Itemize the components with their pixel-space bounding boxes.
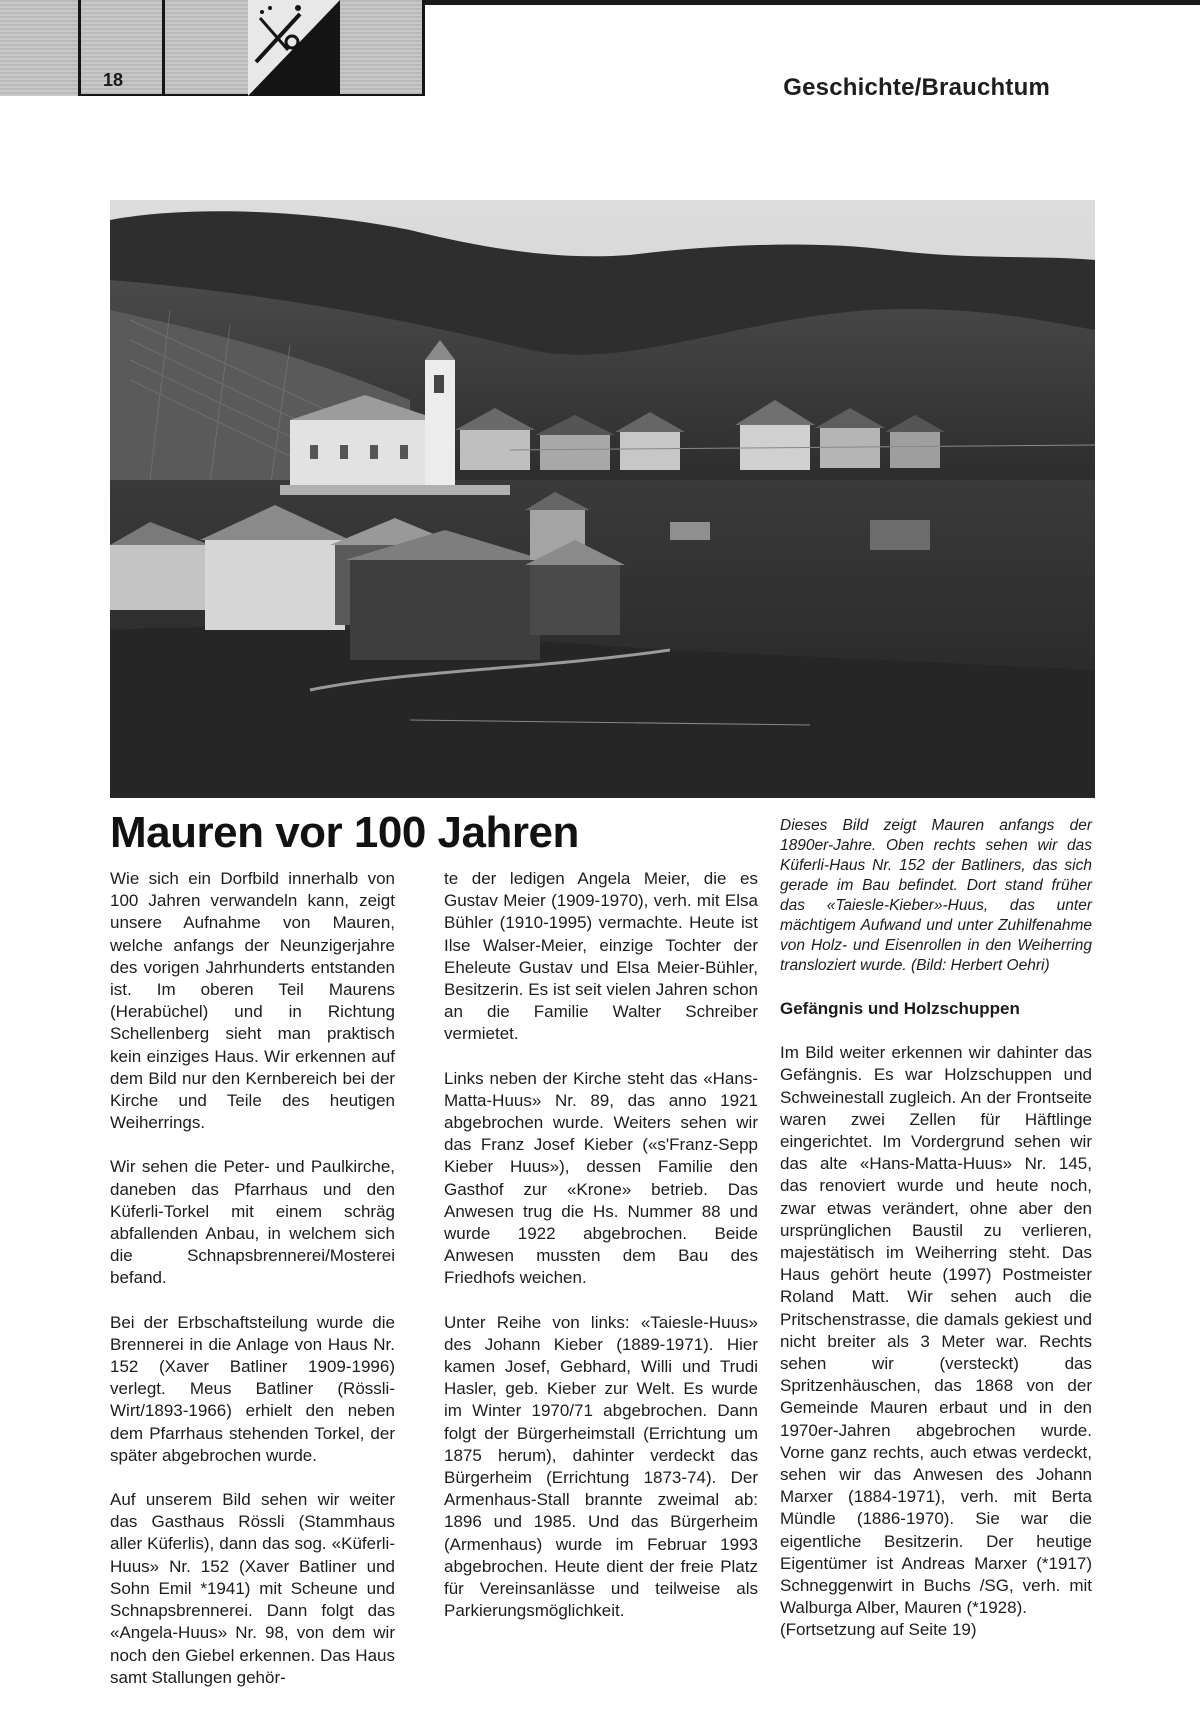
article-column-2	[444, 868, 758, 1623]
paragraph: Wie sich ein Dorfbild innerhalb von 100 Jahren verwandeln kann, zeigt unsere Aufnahme von Mauren, welche anfangs der Neunzigerjahre des vorigen Jahrhunderts entstanden ist. Im oberen Teil Maurens (Herabüchel) und in Richtung Schellenberg sieht man praktisch kein einziges Haus. Wir erkennen auf dem Bild nur den Kernbereich bei der Kirche und Teile des heutigen Weiherrings.	[110, 869, 395, 1133]
continuation-note: (Fortsetzung auf Seite 19)	[780, 1620, 977, 1640]
header-divider	[78, 0, 81, 96]
article-title: Mauren vor 100 Jahren	[110, 808, 579, 857]
header-divider	[162, 0, 165, 96]
paragraph: Wir sehen die Peter- und Paulkirche, daneben das Pfarrhaus und den Küferli-Torkel mit einem schräg abfallenden Anbau, in welchem sich die Schnapsbrennerei/Mosterei befand.	[110, 1157, 395, 1288]
section-title: Geschichte/Brauchtum	[783, 74, 1050, 101]
paragraph: Bei der Erbschaftsteilung wurde die Brennerei in die Anlage von Haus Nr. 152 (Xaver Batliner 1909-1996) verlegt. Meus Batliner (Rössli-Wirt/1893-1966) erhielt den neben dem Pfarrhaus stehenden Torkel, der später abgebrochen wurde.	[110, 1312, 395, 1465]
paragraph: Im Bild weiter erkennen wir dahinter das Gefängnis. Es war Holzschuppen und Schweinestall zugleich. An der Frontseite waren zwei Zellen für Häftlinge eingerichtet. Im Vordergrund sehen wir das alte «Hans-Matta-Huus» Nr. 145, das renoviert wurde und heute noch, zwar etwas verändert, ohne aber den ursprünglichen Baustil zu verlieren, majestätisch im Weiherring steht. Das Haus gehört heute (1997) Postmeister Roland Matt. Wir sehen auch die Pritschenstrasse, die damals gekiest und nicht breiter als 3 Meter war. Rechts sehen wir (versteckt) das Spritzenhäuschen, das 1868 von der Gemeinde Mauren erbaut und in den 1970er-Jahren abgebrochen wurde. Vorne ganz rechts, auch etwas verdeckt, sehen wir das Anwesen des Johann Marxer (1884-1971), verh. mit Berta Mündle (1886-1970). Sie war die eigentliche Besitzerin. Der heutige Eigentümer ist Andreas Marxer (*1917) Schneggenwirt in Buchs /SG, verh. mit Walburga Alber, Mauren (*1928).	[780, 1043, 1092, 1618]
subheading: Gefängnis und Holzschuppen	[780, 999, 1020, 1018]
article-column-1	[110, 868, 395, 1689]
paragraph: Links neben der Kirche steht das «Hans-Matta-Huus» Nr. 89, das anno 1921 abgebrochen wurde. Weiters sehen wir das Franz Josef Kieber («s'Franz-Sepp Kieber Huus»), dessen Familie den Gasthof zur «Krone» betrieb. Das Anwesen trug die Hs. Nummer 88 und wurde 1922 abgebrochen. Beide Anwesen mussten dem Bau des Friedhofs weichen.	[444, 1068, 758, 1288]
article-column-3	[780, 816, 1092, 1664]
header-block	[0, 0, 425, 96]
paragraph: Unter Reihe von links: «Taiesle-Huus» des Johann Kieber (1889-1971). Hier kamen Josef, Gebhard, Willi und Trudi Hasler, geb. Kieber zur Welt. Es wurde im Winter 1970/71 abgebrochen. Dann folgt der Bürgerheimstall (Errichtung um 1875 herum), dahinter verdeckt das Bürgerheim (Errichtung 1873-74). Der Armenhaus-Stall brannte zweimal ab: 1896 und 1985. Und das Bürgerheim (Armenhaus) wurde im Februar 1993 abgebrochen. Heute dient der freie Platz für Vereinsanlässe und teilweise als Parkierungsmöglichkeit.	[444, 1312, 758, 1621]
photo-caption: Dieses Bild zeigt Mauren anfangs der 1890er-Jahre. Oben rechts sehen wir das Küferli-Haus Nr. 152 der Batliners, das sich gerade im Bau befindet. Dort stand früher das «Taiesle-Kieber»-Huus, das unter mächtigem Aufwand und unter Zuhilfenahme von Holz- und Eisenrollen in den Weiherring transloziert wurde. (Bild: Herbert Oehri)	[780, 817, 1092, 974]
municipal-coat-of-arms-icon	[248, 0, 340, 96]
village-photo	[110, 200, 1095, 798]
header-divider	[422, 0, 425, 96]
paragraph: Auf unserem Bild sehen wir weiter das Gasthaus Rössli (Stammhaus aller Küferlis), dann das sog. «Küferli-Huus» Nr. 152 (Xaver Batliner und Sohn Emil *1941) mit Scheune und Schnapsbrennerei. Dann folgt das «Angela-Huus» Nr. 98, von dem wir noch den Giebel erkennen. Das Haus samt Stallungen gehör-	[110, 1490, 395, 1687]
page-number: 18	[103, 70, 124, 90]
paragraph: te der ledigen Angela Meier, die es Gustav Meier (1909-1970), verh. mit Elsa Bühler (1910-1995) vermachte. Heute ist Ilse Walser-Meier, einzige Tochter der Eheleute Gustav und Elsa Meier-Bühler, Besitzerin. Es ist seit vielen Jahren schon an die Familie Walter Schreiber vermietet.	[444, 869, 758, 1044]
